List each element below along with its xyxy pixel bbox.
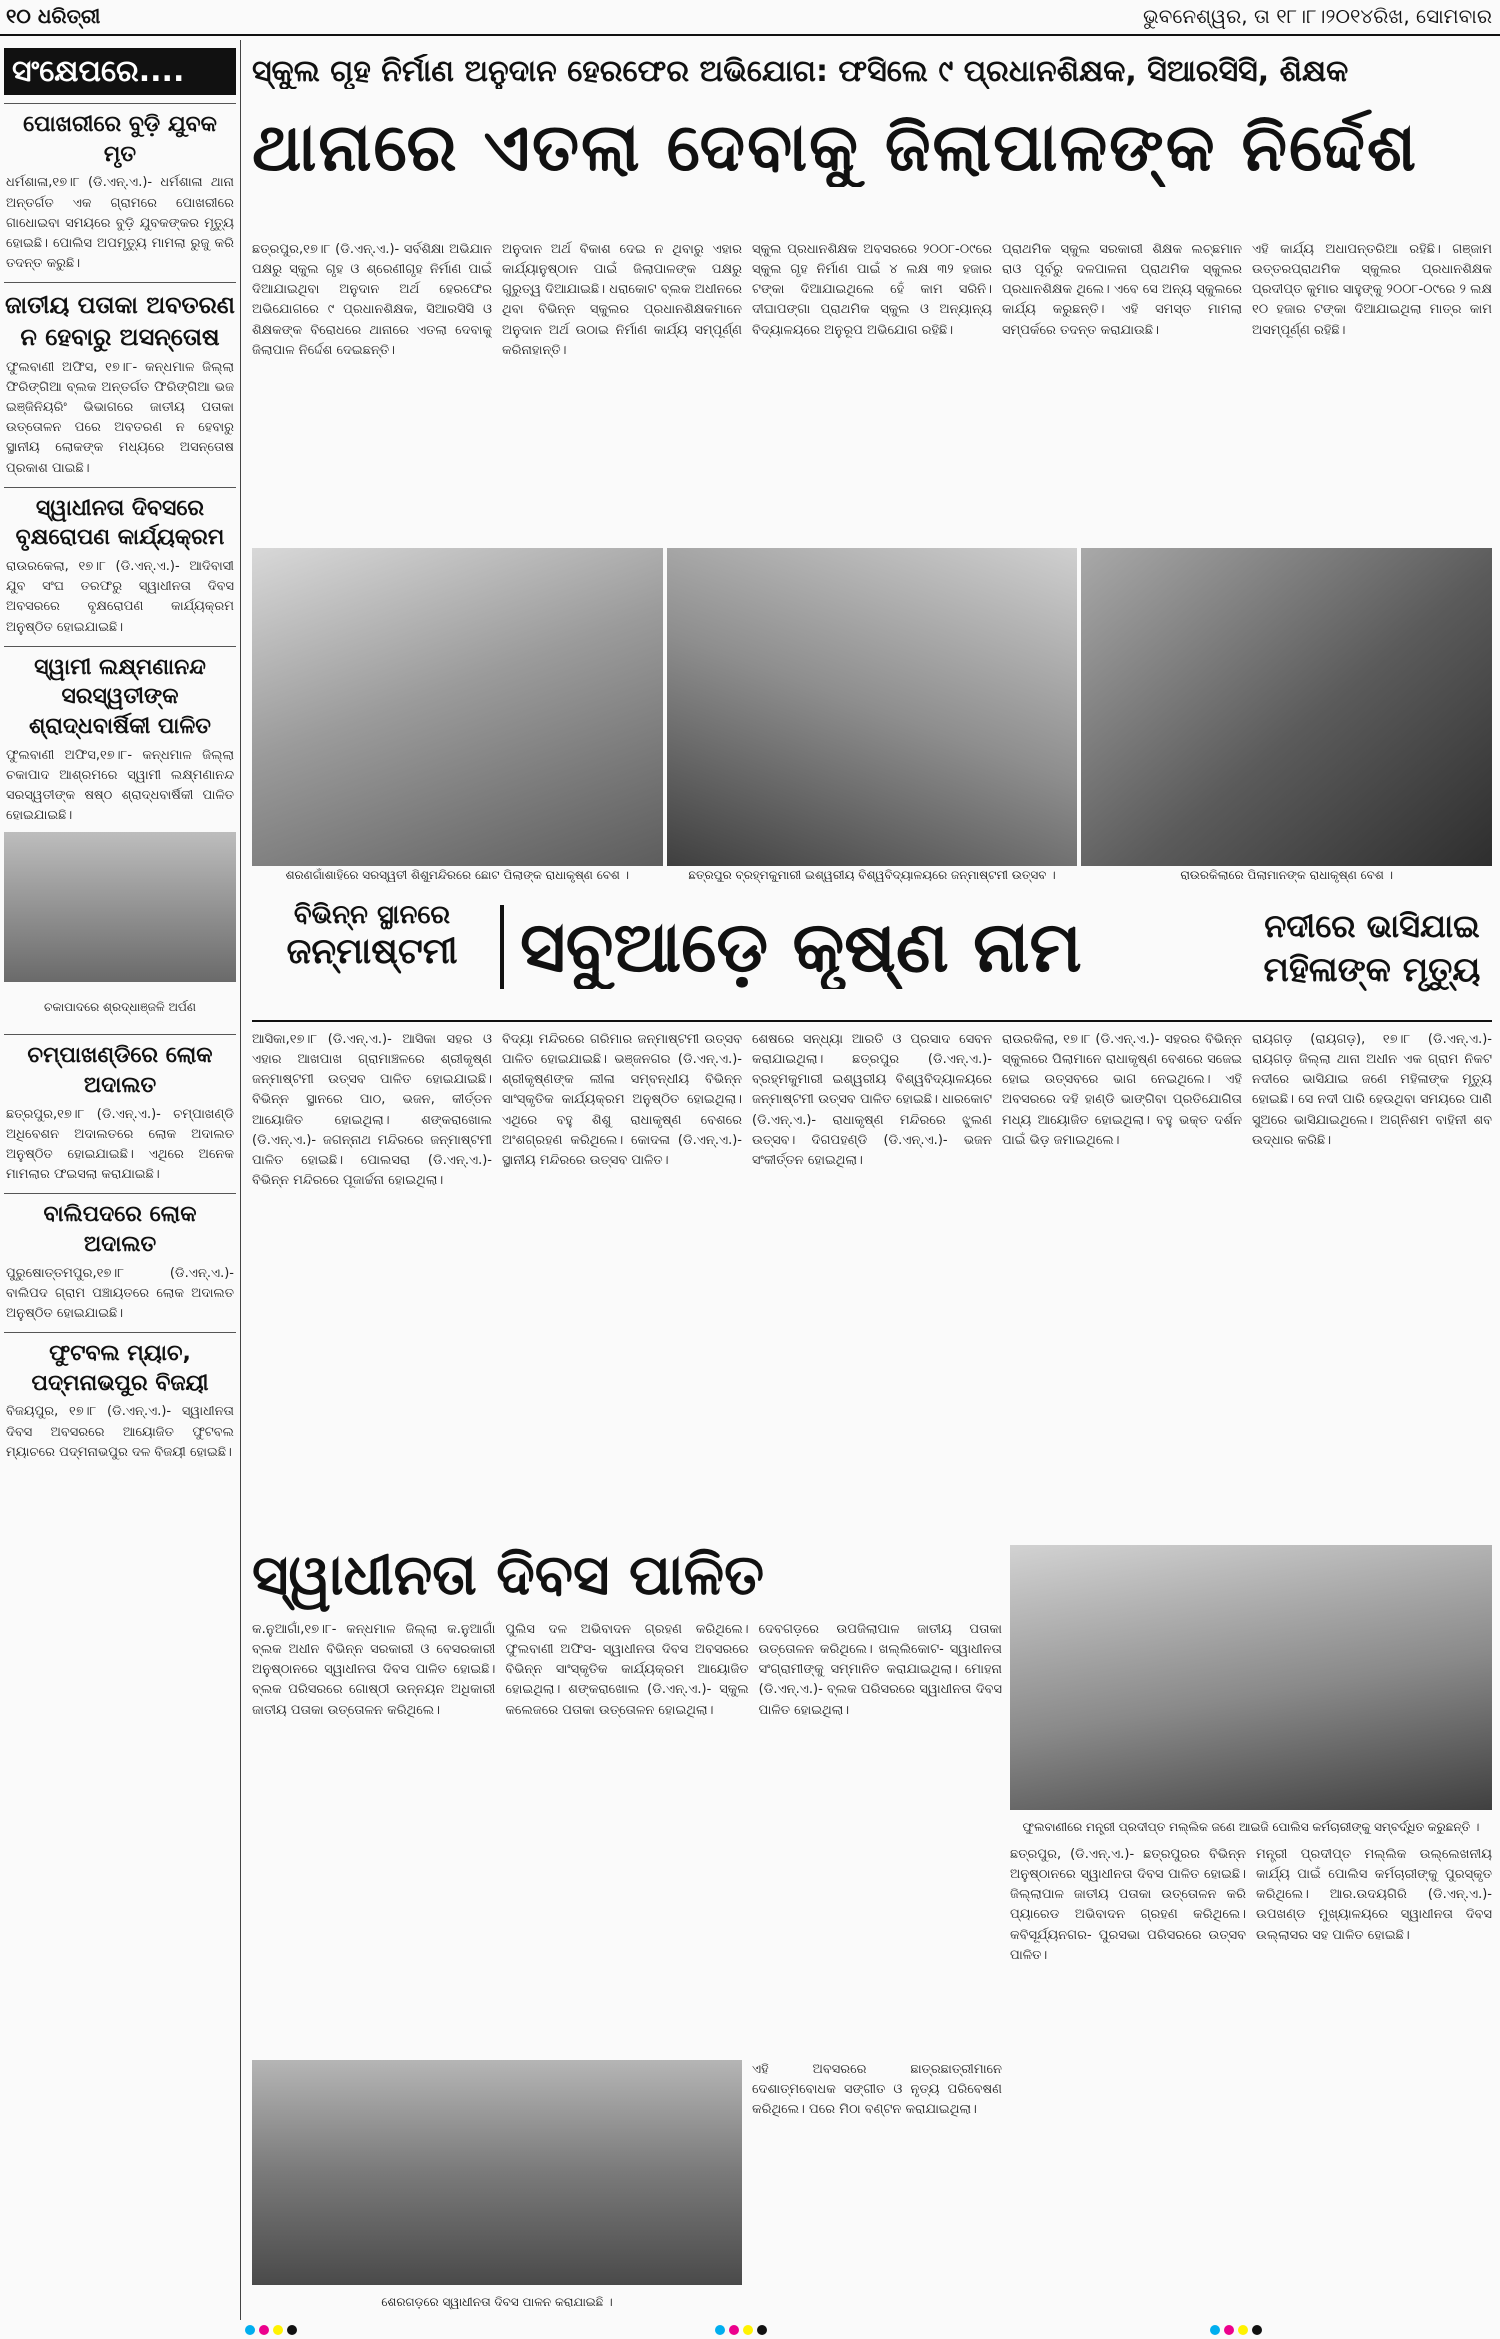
lead-column: ଏହି କାର୍ଯ୍ୟ ଅଧାପନ୍ତରିଆ ରହିଛି। ଗଞ୍ଜାମ ଉତ୍ତରପ୍ରାଥମିକ ସ୍କୁଲର ପ୍ରଧାନଶିକ୍ଷକ ପ୍ରଦୀପ୍ତ କୁମାର ସାହୁଙ୍କୁ ୨୦୦୮-୦୯ରେ ୨ ଲକ୍ଷ ୧୦ ହଜାର ଟଙ୍କା ଦିଆଯାଇଥିଲା ମାତ୍ର କାମ ଅସମ୍ପୂର୍ଣ୍ଣ ରହିଛି। [1252,242,1492,338]
registration-dot [245,2325,255,2335]
police-column: ଛତ୍ରପୁର, (ଡି.ଏନ୍.ଏ.)- ଛତ୍ରପୁରର ବିଭିନ୍ନ ଅନୁଷ୍ଠାନରେ ସ୍ୱାଧୀନତା ଦିବସ ପାଳିତ ହୋଇଛି। ଜିଲ୍ଲାପାଳ ଜାତୀୟ ପତାକା ଉତ୍ତୋଳନ କରି ପ୍ୟାରେଡ ଅଭିବାଦନ ଗ୍ରହଣ କରିଥିଲେ। କବିସୂର୍ଯ୍ୟନଗର- ପୁରସଭା ପରିସରରେ ଉତ୍ସବ ପାଳିତ। [1010,1847,1246,1963]
krishna-column: ବିଦ୍ୟା ମନ୍ଦିରରେ ଗରିମାର ଜନ୍ମାଷ୍ଟମୀ ଉତ୍ସବ ପାଳିତ ହୋଇଯାଇଛି। ଭଞ୍ଜନଗର (ଡି.ଏନ୍.ଏ.)- ଶ୍ରୀକୃଷ୍ଣଙ୍କ ଲୀଳା ସମ୍ବନ୍ଧୀୟ ବିଭିନ୍ନ ସାଂସ୍କୃତିକ କାର୍ଯ୍ୟକ୍ରମ ଅନୁଷ୍ଠିତ ହୋଇଥିଲା। ଏଥିରେ ବହୁ ଶିଶୁ ରାଧାକୃଷ୍ଣ ବେଶରେ ଅଂଶଗ୍ରହଣ କରିଥିଲେ। କୋଦଳା (ଡି.ଏନ୍.ଏ.)- ସ୍ଥାନୀୟ ମନ୍ଦିରରେ ଉତ୍ସବ ପାଳିତ। [502,1032,742,1168]
photo-row [252,548,1492,883]
lead-column: ସ୍କୁଲ ପ୍ରଧାନଶିକ୍ଷକ ଅବସରରେ ୨୦୦୮-୦୯ରେ ସ୍କୁଲ ଗୃହ ନିର୍ମାଣ ପାଇଁ ୪ ଲକ୍ଷ ୩୨ ହଜାର ଟଙ୍କା ଦିଆଯାଇଥିଲେ ହେଁ କାମ ସରିନି। ଦୀଘାପଙ୍ଗା ପ୍ରାଥମିକ ସ୍କୁଲ ଓ ଅନ୍ୟାନ୍ୟ ବିଦ୍ୟାଳୟରେ ଅନୁରୂପ ଅଭିଯୋଗ ରହିଛି। [752,242,992,338]
photo-caption: ଶେରଗଡ଼ରେ ସ୍ୱାଧୀନତା ଦିବସ ପାଳନ କରାଯାଇଛି । [381,2295,613,2309]
photo-brahmakumari [667,548,1078,883]
registration-dot [273,2325,283,2335]
independence-column: ପୁଲିସ ଦଳ ଅଭିବାଦନ ଗ୍ରହଣ କରିଥିଲେ। ଫୁଲବାଣୀ ଅଫିସ- ସ୍ୱାଧୀନତା ଦିବସ ଅବସରରେ ବିଭିନ୍ନ ସାଂସ୍କୃତିକ କାର୍ଯ୍ୟକ୍ରମ ଆୟୋଜିତ ହୋଇଥିଲା। ଶଙ୍କରାଖୋଲ (ଡି.ଏନ୍.ଏ.)- ସ୍କୁଲ କଲେଜରେ ପତାକା ଉତ୍ତୋଳନ ହୋଇଥିଲା। [505,1622,749,1718]
janmashtami-label [252,900,492,973]
page-label: ୧୦ ଧରିତ୍ରୀ [6,4,101,28]
brief-text: ଧର୍ମଶାଳା,୧୭।୮ (ଡି.ଏନ୍.ଏ.)- ଧର୍ମଶାଳା ଥାନା ଅନ୍ତର୍ଗତ ଏକ ଗ୍ରାମରେ ପୋଖରୀରେ ଗାଧୋଇବା ସମୟରେ ବୁଡ଼ି ଯୁବକଙ୍କର ମୃତ୍ୟୁ ହୋଇଛି। ପୋଲିସ ଅପମୃତ୍ୟୁ ମାମଲା ରୁଜୁ କରି ତଦନ୍ତ କରୁଛି। [6,175,234,271]
brief-headline: ଜାତୀୟ ପତାକା ଅବତରଣ ନ ହେବାରୁ ଅସନ୍ତୋଷ [4,282,236,354]
registration-dot [715,2325,725,2335]
brief-headline: ସ୍ୱାଧୀନତା ଦିବସରେ ବୃକ୍ଷରୋପଣ କାର୍ଯ୍ୟକ୍ରମ [4,487,236,553]
registration-dot [743,2325,753,2335]
registration-dot [287,2325,297,2335]
river-headline-line: ନଦୀରେ ଭାସିଯାଇ [1264,907,1480,945]
krishna-column: ଆସିକା,୧୭।୮ (ଡି.ଏନ୍.ଏ.)- ଆସିକା ସହର ଓ ଏହାର ଆଖପାଖ ଗ୍ରାମାଞ୍ଚଳରେ ଶ୍ରୀକୃଷ୍ଣ ଜନ୍ମାଷ୍ଟମୀ ଉତ୍ସବ ପାଳିତ ହୋଇଯାଇଛି। ବିଭିନ୍ନ ସ୍ଥାନରେ ପାଠ, ଭଜନ, କୀର୍ତ୍ତନ ଆୟୋଜିତ ହୋଇଥିଲା। ଶଙ୍କରାଖୋଲ (ଡି.ଏନ୍.ଏ.)- ଜଗନ୍ନାଥ ମନ୍ଦିରରେ ଜନ୍ମାଷ୍ଟମୀ ପାଳିତ ହୋଇଛି। ପୋଲସରା (ଡି.ଏନ୍.ଏ.)- ବିଭିନ୍ନ ମନ୍ଦିରରେ ପୂଜାର୍ଚ୍ଚନା ହୋଇଥିଲା। [252,1032,492,1188]
independence-column: ଦେବଗଡ଼ରେ ଉପଜିଲାପାଳ ଜାତୀୟ ପତାକା ଉତ୍ତୋଳନ କରିଥିଲେ। ଖଲ୍ଲିକୋଟ- ସ୍ୱାଧୀନତା ସଂଗ୍ରାମୀଙ୍କୁ ସମ୍ମାନିତ କରାଯାଇଥିଲା। ମୋହନା (ଡି.ଏନ୍.ଏ.)- ବ୍ଲକ ପରିସରରେ ସ୍ୱାଧୀନତା ଦିବସ ପାଳିତ ହୋଇଥିଲା। [758,1622,1002,1718]
registration-dot [729,2325,739,2335]
briefs-label: ସଂକ୍ଷେପରେ.... [4,48,236,95]
photo-caption: ଶରଣଗାଁଶାହିରେ ସରସ୍ୱତୀ ଶିଶୁମନ୍ଦିରରେ ଛୋଟ ପିଲାଙ୍କ ରାଧାକୃଷ୍ଣ ବେଶ । [285,868,630,882]
independence-body [252,1620,1002,2050]
lead-headline: ଥାନାରେ ଏତଲା ଦେବାକୁ ଜିଲାପାଳଙ୍କ ନିର୍ଦ୍ଦେଶ [252,109,1419,186]
photo-caption: ଫୁଲବାଣୀରେ ମନ୍ତ୍ରୀ ପ୍ରଦୀପ୍ତ ମଲ୍ଲିକ ଜଣେ ଆଇଜି ପୋଲିସ କର୍ମଚାରୀଙ୍କୁ ସମ୍ବର୍ଦ୍ଧିତ କରୁଛନ୍ତି । [1022,1820,1480,1834]
photo-image [252,548,663,866]
registration-dot [1224,2325,1234,2335]
print-marks [0,2325,1500,2339]
river-headline-line: ମହିଳାଙ୍କ ମୃତ୍ୟୁ [1263,950,1481,991]
lead-kicker: ସ୍କୁଲ ଗୃହ ନିର୍ମାଣ ଅନୁଦାନ ହେରଫେର ଅଭିଯୋଗ: ଫସିଲେ ୯ ପ୍ରଧାନଶିକ୍ଷକ, ସିଆରସିସି, ଶିକ୍ଷକ [252,54,1349,89]
photo-caption: ଛତ୍ରପୁର ବ୍ରହ୍ମକୁମାରୀ ଇଶ୍ୱରୀୟ ବିଶ୍ୱବିଦ୍ୟାଳୟରେ ଜନ୍ମାଷ୍ଟମୀ ଉତ୍ସବ । [688,868,1056,882]
tribute-photo [4,832,236,1015]
registration-dot [1238,2325,1248,2335]
brief-headline: ପୋଖରୀରେ ବୁଡ଼ି ଯୁବକ ମୃତ [4,103,236,169]
river-story-column: ରାୟଗଡ଼ (ରାୟଗଡ଼), ୧୭।୮ (ଡି.ଏନ୍.ଏ.)- ରାୟଗଡ଼ ଜିଲ୍ଲା ଥାନା ଅଧୀନ ଏକ ଗ୍ରାମ ନିକଟ ନଦୀରେ ଭାସିଯାଇ ଜଣେ ମହିଳାଙ୍କ ମୃତ୍ୟୁ ହୋଇଛି। ସେ ନଦୀ ପାରି ହେଉଥିବା ସମୟରେ ପାଣି ସୁଅରେ ଭାସିଯାଇଥିଲେ। ଅଗ୍ନିଶମ ବାହିନୀ ଶବ ଉଦ୍ଧାର କରିଛି। [1252,1032,1492,1148]
photo-caption: ଚକାପାଦରେ ଶ୍ରଦ୍ଧାଞ୍ଜଳି ଅର୍ପଣ [44,1000,196,1015]
registration-dots [715,2325,767,2335]
registration-dot [757,2325,767,2335]
krishna-column: ରାଉରକିଲା, ୧୭।୮ (ଡି.ଏନ୍.ଏ.)- ସହରର ବିଭିନ୍ନ ସ୍କୁଲରେ ପିଲାମାନେ ରାଧାକୃଷ୍ଣ ବେଶରେ ସଜେଇ ହୋଇ ଉତ୍ସବରେ ଭାଗ ନେଇଥିଲେ। ଏହି ଅବସରରେ ଦହି ହାଣ୍ଡି ଭାଙ୍ଗିବା ପ୍ରତିଯୋଗିତା ମଧ୍ୟ ଆୟୋଜିତ ହୋଇଥିଲା। ବହୁ ଭକ୍ତ ଦର୍ଶନ ପାଇଁ ଭିଡ଼ ଜମାଇଥିଲେ। [1002,1032,1242,1148]
police-award-photo [1010,1545,1492,1835]
independence-column: କ.ନୁଆଗାଁ,୧୭।୮- କନ୍ଧମାଳ ଜିଲ୍ଲା କ.ନୁଆଗାଁ ବ୍ଲକ ଅଧୀନ ବିଭିନ୍ନ ସରକାରୀ ଓ ବେସରକାରୀ ଅନୁଷ୍ଠାନରେ ସ୍ୱାଧୀନତା ଦିବସ ପାଳିତ ହୋଇଛି। ବ୍ଲକ ପରିସରରେ ଗୋଷ୍ଠୀ ଉନ୍ନୟନ ଅଧିକାରୀ ଜାତୀୟ ପତାକା ଉତ୍ତୋଳନ କରିଥିଲେ। [252,1622,496,1718]
registration-dots [245,2325,297,2335]
independence-headline: ସ୍ୱାଧୀନତା ଦିବସ ପାଳିତ [252,1543,765,1608]
photo-image [1081,548,1492,866]
photo-school-children [252,548,663,883]
folio [0,0,1500,36]
lead-body [252,240,1492,540]
krishna-headline: ସବୁଆଡ଼େ କୃଷ୍ଣ ନାମ [500,905,1260,989]
section-subhead: ବିଭିନ୍ନ ସ୍ଥାନରେ [293,900,451,930]
brief-text: ରାଉରକେଲା, ୧୭।୮ (ଡି.ଏନ୍.ଏ.)- ଆଦିବାସୀ ଯୁବ ସଂଘ ତରଫରୁ ସ୍ୱାଧୀନତା ଦିବସ ଅବସରରେ ବୃକ୍ଷରୋପଣ କାର୍ଯ୍ୟକ୍ରମ ଅନୁଷ୍ଠିତ ହୋଇଯାଇଛି। [6,559,234,635]
police-column: ମନ୍ତ୍ରୀ ପ୍ରଦୀପ୍ତ ମଲ୍ଲିକ ଉଲ୍ଲେଖନୀୟ କାର୍ଯ୍ୟ ପାଇଁ ପୋଲିସ କର୍ମଚାରୀଙ୍କୁ ପୁରସ୍କୃତ କରିଥିଲେ। ଆର.ଉଦୟଗିରି (ଡି.ଏନ୍.ଏ.)- ଉପଖଣ୍ଡ ମୁଖ୍ୟାଳୟରେ ସ୍ୱାଧୀନତା ଦିବସ ଉଲ୍ଲାସର ସହ ପାଳିତ ହୋଇଛି। [1256,1847,1492,1943]
independence-side-text: ଏହି ଅବସରରେ ଛାତ୍ରଛାତ୍ରୀମାନେ ଦେଶାତ୍ମବୋଧକ ସଙ୍ଗୀତ ଓ ନୃତ୍ୟ ପରିବେଷଣ କରିଥିଲେ। ପରେ ମିଠା ବଣ୍ଟନ କରାଯାଇଥିଲା। [752,2062,1002,2118]
left-column [0,40,241,2320]
krishna-body [252,1020,1492,1535]
photo-caption: ରାଉରକିଲାରେ ପିଲାମାନଙ୍କ ରାଧାକୃଷ୍ଣ ବେଶ । [1180,868,1394,882]
registration-dot [1210,2325,1220,2335]
photo-image [667,548,1078,866]
independence-photo [252,2060,742,2310]
lead-column: ପ୍ରାଥମିକ ସ୍କୁଲ ସରକାରୀ ଶିକ୍ଷକ ଲଚ୍ଛମାନ ରାଓ ପୂର୍ବରୁ ଦଳପାଳନା ପ୍ରାଥମିକ ସ୍କୁଲର ପ୍ରଧାନଶିକ୍ଷକ ଥିଲେ। ଏବେ ସେ ଅନ୍ୟ ସ୍କୁଲରେ କାର୍ଯ୍ୟ କରୁଛନ୍ତି। ଏହି ସମସ୍ତ ମାମଲା ସମ୍ପର୍କରେ ତଦନ୍ତ କରାଯାଉଛି। [1002,242,1242,338]
brief-text: ଫୁଲବାଣୀ ଅଫିସ,୧୭।୮- କନ୍ଧମାଳ ଜିଲ୍ଲା ଚକାପାଦ ଆଶ୍ରମରେ ସ୍ୱାମୀ ଲକ୍ଷ୍ମଣାନନ୍ଦ ସରସ୍ୱତୀଙ୍କ ଷଷ୍ଠ ଶ୍ରାଦ୍ଧବାର୍ଷିକୀ ପାଳିତ ହୋଇଯାଇଛି। [6,747,234,824]
river-headline [1252,905,1492,994]
photo-image [252,2060,742,2285]
brief-text: ଫୁଲବାଣୀ ଅଫିସ, ୧୭।୮- କନ୍ଧମାଳ ଜିଲ୍ଲା ଫିରିଙ୍ଗିଆ ବ୍ଲକ ଅନ୍ତର୍ଗତ ଫିରିଙ୍ଗିଆ ଭଜ ଇଞ୍ଜିନିୟରିଂ ଭିଭାଗରେ ଜାତୀୟ ପତାକା ଉତ୍ତୋଳନ ପରେ ଅବତରଣ ନ ହେବାରୁ ସ୍ଥାନୀୟ ଲୋକଙ୍କ ମଧ୍ୟରେ ଅସନ୍ତୋଷ ପ୍ରକାଶ ପାଇଛି। [6,359,234,476]
brief-text: ପୁରୁଷୋତ୍ତମପୁର,୧୭।୮ (ଡି.ଏନ୍.ଏ.)- ବାଲିପଦ ଗ୍ରାମ ପଞ୍ଚାୟତରେ ଲୋକ ଅଦାଲତ ଅନୁଷ୍ଠିତ ହୋଇଯାଇଛି। [6,1265,234,1321]
brief-headline: ବାଲିପଦରେ ଲୋକ ଅଦାଲତ [4,1193,236,1259]
brief-headline: ଫୁଟବଲ ମ୍ୟାଚ, ପଦ୍ମନାଭପୁର ବିଜୟୀ [4,1332,236,1398]
lead-column: ଅନୁଦାନ ଅର୍ଥ ବିକାଶ ଦେଇ ନ ଥିବାରୁ ଏହାର କାର୍ଯ୍ୟାନୁଷ୍ଠାନ ପାଇଁ ଜିଲାପାଳଙ୍କ ପକ୍ଷରୁ ଗୁରୁତ୍ୱ ଦିଆଯାଇଛି। ଧରାକୋଟ ବ୍ଲକ ଅଧୀନରେ ଥିବା ବିଭିନ୍ନ ସ୍କୁଲର ପ୍ରଧାନଶିକ୍ଷକମାନେ ଅନୁଦାନ ଅର୍ଥ ଉଠାଇ ନିର୍ମାଣ କାର୍ଯ୍ୟ ସମ୍ପୂର୍ଣ୍ଣ କରିନାହାନ୍ତି। [502,242,742,358]
lead-column: ଛତ୍ରପୁର,୧୭।୮ (ଡି.ଏନ୍.ଏ.)- ସର୍ବଶିକ୍ଷା ଅଭିଯାନ ପକ୍ଷରୁ ସ୍କୁଲ ଗୃହ ଓ ଶ୍ରେଣୀଗୃହ ନିର୍ମାଣ ପାଇଁ ଦିଆଯାଇଥିବା ଅନୁଦାନ ଅର୍ଥ ହେରଫେର ଅଭିଯୋଗରେ ୯ ପ୍ରଧାନଶିକ୍ଷକ, ସିଆରସିସି ଓ ଶିକ୍ଷକଙ୍କ ବିରୋଧରେ ଥାନାରେ ଏତଲା ଦେବାକୁ ଜିଲାପାଳ ନିର୍ଦ୍ଦେଶ ଦେଇଛନ୍ତି। [252,242,492,358]
registration-dot [1252,2325,1262,2335]
section-subhead: ଜନ୍ମାଷ୍ଟମୀ [286,931,458,972]
brief-text: ଛତ୍ରପୁର,୧୭।୮ (ଡି.ଏନ୍.ଏ.)- ଚମ୍ପାଖଣ୍ଡି ଅଧିବେଶନ ଅଦାଲତରେ ଲୋକ ଅଦାଲତ ଅନୁଷ୍ଠିତ ହୋଇଯାଇଛି। ଏଥିରେ ଅନେକ ମାମଲାର ଫଇସଲା କରାଯାଇଛି। [6,1106,234,1183]
dateline: ଭୁବନେଶ୍ୱର, ତା ୧୮।୮।୨୦୧୪ରିଖ, ସୋମବାର [1142,4,1492,28]
registration-dots [1210,2325,1262,2335]
brief-text: ବିଜୟପୁର, ୧୭।୮ (ଡି.ଏନ୍.ଏ.)- ସ୍ୱାଧୀନତା ଦିବସ ଅବସରରେ ଆୟୋଜିତ ଫୁଟବଲ ମ୍ୟାଚରେ ପଦ୍ମନାଭପୁର ଦଳ ବିଜୟୀ ହୋଇଛି। [6,1404,234,1460]
registration-dot [259,2325,269,2335]
krishna-column: ଶେଷରେ ସନ୍ଧ୍ୟା ଆରତି ଓ ପ୍ରସାଦ ସେବନ କରାଯାଇଥିଲା। ଛତ୍ରପୁର (ଡି.ଏନ୍.ଏ.)- ବ୍ରହ୍ମକୁମାରୀ ଇଶ୍ୱରୀୟ ବିଶ୍ୱବିଦ୍ୟାଳୟରେ ଜନ୍ମାଷ୍ଟମୀ ଉତ୍ସବ ପାଳିତ ହୋଇଛି। ଧାରକୋଟ (ଡି.ଏନ୍.ଏ.)- ରାଧାକୃଷ୍ଣ ମନ୍ଦିରରେ ଝୁଲଣ ଉତ୍ସବ। ଦିଗପହଣ୍ଡି (ଡି.ଏନ୍.ଏ.)- ଭଜନ ସଂକୀର୍ତ୍ତନ ହୋଇଥିଲା। [752,1032,992,1168]
brief-headline: ଚମ୍ପାଖଣ୍ଡିରେ ଲୋକ ଅଦାଲତ [4,1034,236,1100]
photo-radhakrishna-costume [1081,548,1492,883]
police-body [1010,1845,1492,2315]
photo-image [1010,1545,1492,1810]
brief-headline: ସ୍ୱାମୀ ଲକ୍ଷ୍ମଣାନନ୍ଦ ସରସ୍ୱତୀଙ୍କ ଶ୍ରାଦ୍ଧବାର୍ଷିକୀ ପାଳିତ [4,646,236,742]
